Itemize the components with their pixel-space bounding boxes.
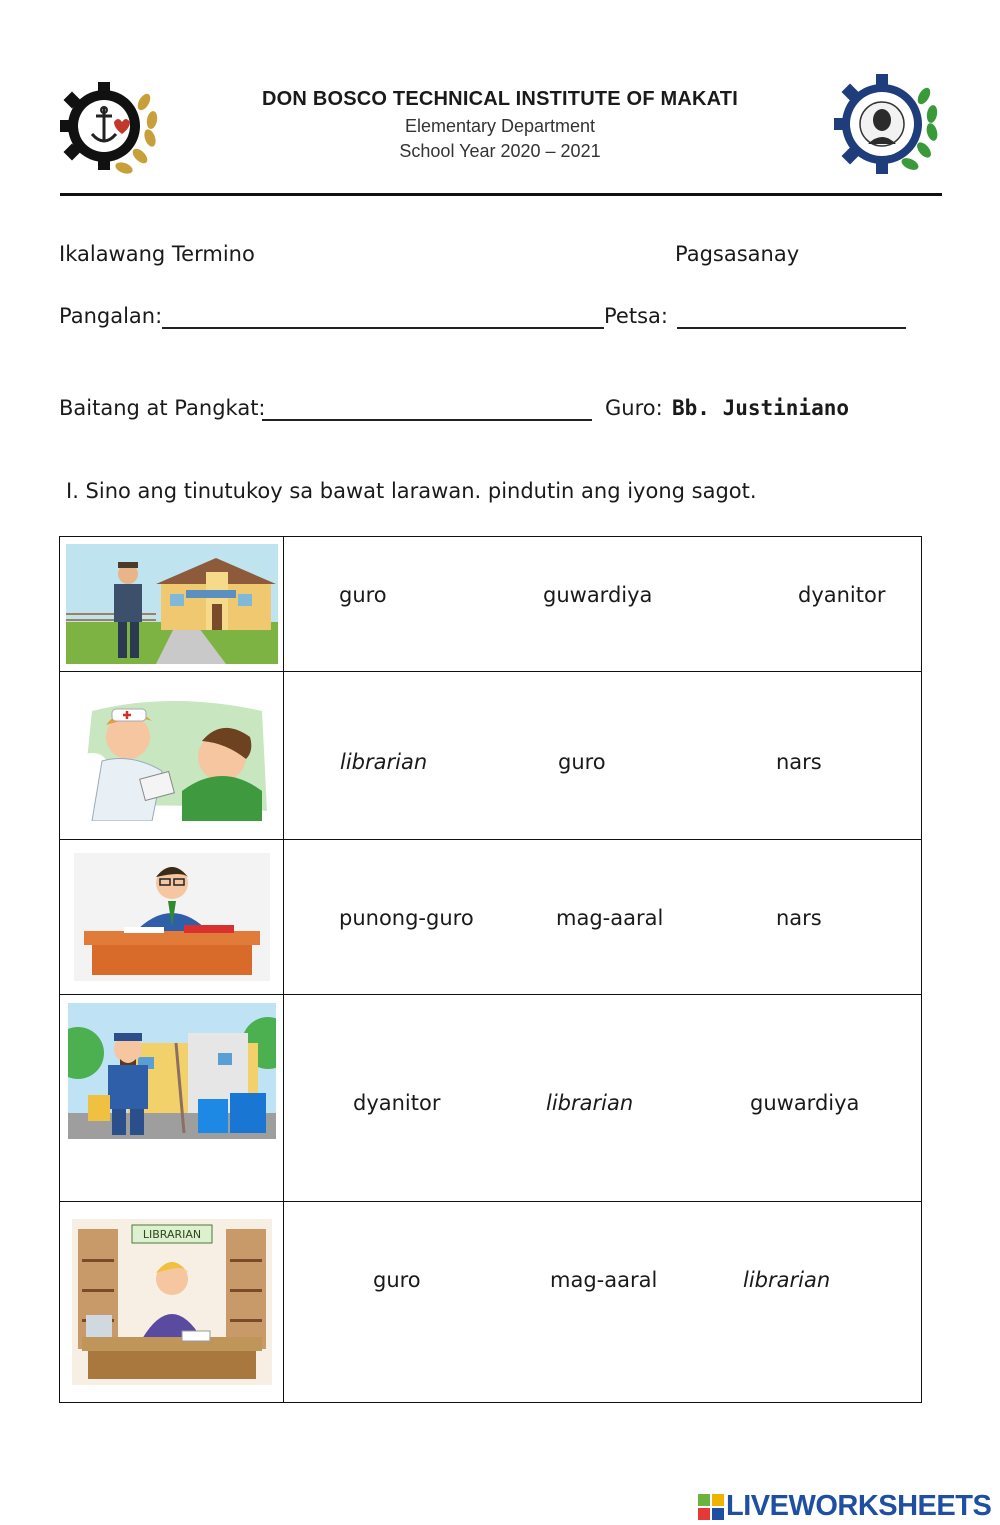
date-label: Petsa: [604,304,668,328]
nurse-image [72,691,272,821]
choice-option[interactable]: nars [776,906,822,930]
librarian-image [72,1219,272,1385]
school-year: School Year 2020 – 2021 [399,141,601,161]
date-blank [677,327,906,329]
header-divider [60,193,942,196]
question-row [60,840,922,995]
instruction-text: I. Sino ang tinutukoy sa bawat larawan. pindutin ang iyong sagot. [66,479,757,503]
activity-label: Pagsasanay [675,242,800,266]
branding-text: LIVEWORKSHEETS [726,1490,992,1522]
school-logo-gear-icon [58,72,162,176]
teacher-label: Guro: [605,396,663,420]
choice-option[interactable]: dyanitor [798,583,886,607]
choice-option[interactable]: guro [558,750,606,774]
liveworksheets-icon [698,1494,724,1520]
question-table [59,536,922,1403]
name-blank [162,327,604,329]
question-row [60,672,922,840]
principal-image [74,853,270,981]
choice-option[interactable]: mag-aaral [556,906,664,930]
choice-option[interactable]: punong-guro [339,906,474,930]
choice-option[interactable]: librarian [340,750,428,774]
janitor-image [68,1003,276,1139]
choice-option[interactable]: guwardiya [750,1091,860,1115]
question-row [60,1202,922,1403]
term-label: Ikalawang Termino [59,242,255,266]
school-name: DON BOSCO TECHNICAL INSTITUTE OF MAKATI [262,88,738,110]
choice-option[interactable]: librarian [546,1091,634,1115]
choice-option[interactable]: guro [373,1268,421,1292]
choice-option[interactable]: guwardiya [543,583,653,607]
question-row [60,995,922,1202]
grade-section-blank [262,419,592,421]
school-seal-icon [834,70,940,178]
grade-section-label: Baitang at Pangkat: [59,396,266,420]
choice-option[interactable]: guro [339,583,387,607]
liveworksheets-logo [698,1490,994,1524]
security-guard-image [66,544,278,664]
name-label: Pangalan: [59,304,163,328]
choice-option[interactable]: mag-aaral [550,1268,658,1292]
choice-option[interactable]: dyanitor [353,1091,441,1115]
question-row [60,537,922,672]
choice-option[interactable]: librarian [743,1268,831,1292]
department-name: Elementary Department [404,116,596,136]
library-sign-text: LIBRARIAN [142,1228,201,1241]
teacher-name: Bb. Justiniano [672,396,850,420]
choice-option[interactable]: nars [776,750,822,774]
